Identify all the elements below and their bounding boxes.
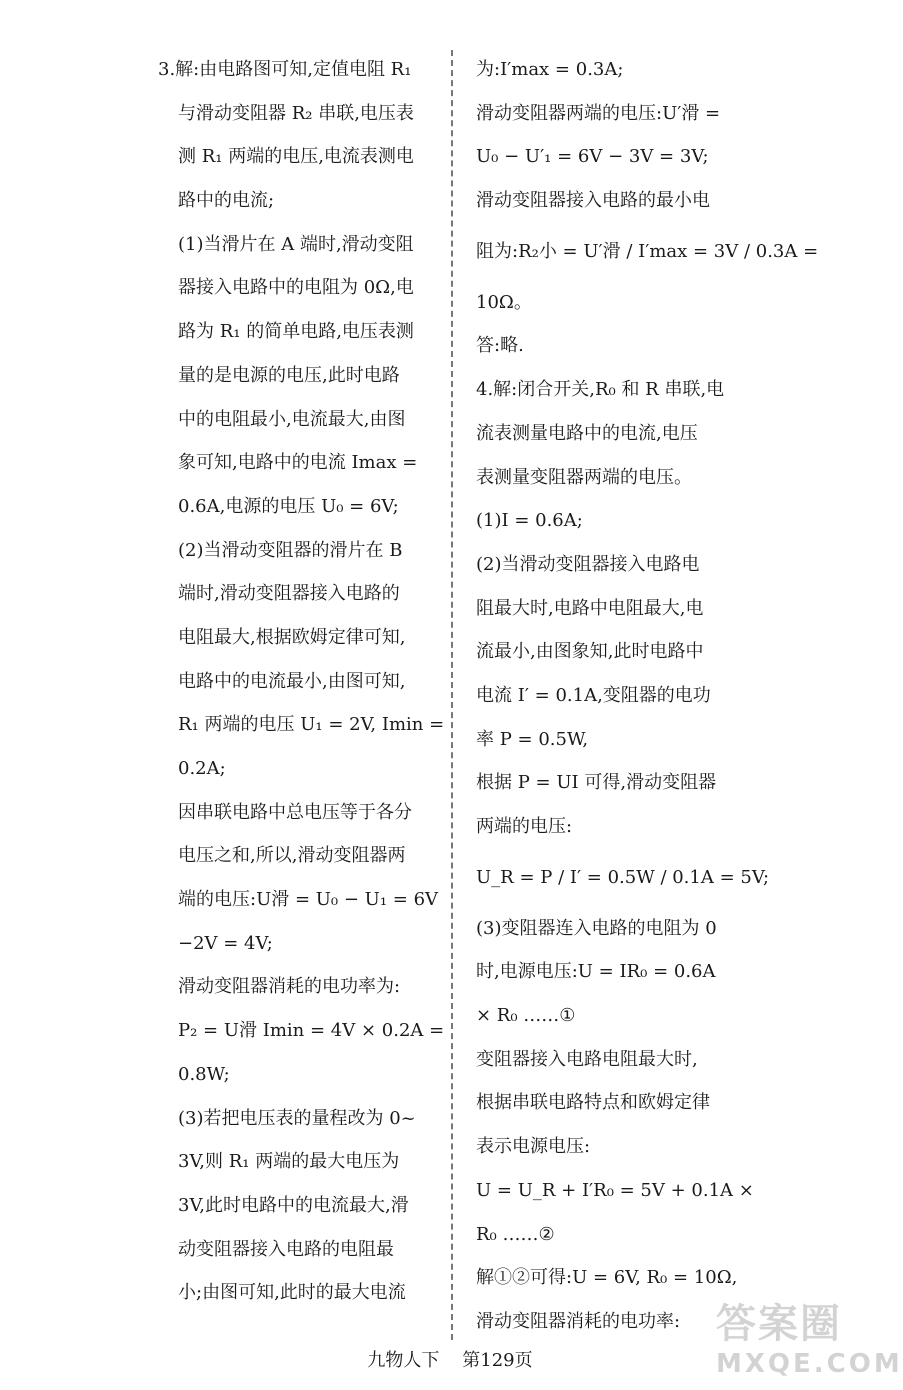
text-line: 3V,则 R₁ 两端的最大电压为 [178,1151,400,1173]
text-line: 路中的电流; [178,190,275,212]
text-line: (3)变阻器连入电路的电阻为 0 [476,917,717,939]
text-line: 0.2A; [178,758,226,779]
text-line: 象可知,电路中的电流 Imax = [178,452,418,474]
text-line: 解①②可得:U = 6V, R₀ = 10Ω, [476,1267,738,1289]
text-line: 根据 P = UI 可得,滑动变阻器 [476,772,717,794]
text-line: 电流 I′ = 0.1A,变阻器的电功 [476,684,711,706]
text-line: 小;由图可知,此时的最大电流 [178,1282,406,1304]
text-line: 器接入电路中的电阻为 0Ω,电 [178,277,414,299]
text-line: (1)当滑片在 A 端时,滑动变阻 [178,233,414,255]
column-divider [451,50,453,1340]
text-line: 变阻器接入电路电阻最大时, [476,1048,698,1070]
text-line: 4.解:闭合开关,R₀ 和 R 串联,电 [476,379,725,401]
page-number: 第129页 [462,1350,533,1371]
text-line: −2V = 4V; [178,932,273,954]
text-line: 中的电阻最小,电流最大,由图 [178,408,406,430]
text-line: 电压之和,所以,滑动变阻器两 [178,845,406,867]
text-line: 3V,此时电路中的电流最大,滑 [178,1194,409,1216]
text-line: R₀ ……② [476,1223,555,1245]
text-line: 答:略. [476,335,524,357]
text-line: 两端的电压: [476,816,573,837]
text-line: 路为 R₁ 的简单电路,电压表测 [178,321,414,343]
text-line: 滑动变阻器消耗的电功率: [476,1310,681,1332]
text-line: 测 R₁ 两端的电压,电流表测电 [178,146,414,168]
text-line: 0.8W; [178,1063,230,1085]
text-line: 表示电源电压: [476,1136,591,1158]
text-line: 10Ω。 [476,291,532,313]
formula-line: 阻为:R₂小 = U′滑 / I′max = 3V / 0.3A = [476,240,819,262]
text-line: 3.解:由电路图可知,定值电阻 R₁ [158,59,412,80]
text-line: 率 P = 0.5W, [476,728,589,750]
text-line: 滑动变阻器接入电路的最小电 [476,190,710,212]
text-line: (2)当滑动变阻器接入电路电 [476,553,700,575]
text-line: (1)I = 0.6A; [476,510,583,532]
text-line: (3)若把电压表的量程改为 0~ [178,1107,416,1129]
text-line: P₂ = U滑 Imin = 4V × 0.2A = [178,1020,445,1042]
text-line: R₁ 两端的电压 U₁ = 2V, Imin = [178,714,445,736]
text-line: 端的电压:U滑 = U₀ − U₁ = 6V [178,889,439,911]
text-line: 0.6A,电源的电压 U₀ = 6V; [178,495,399,517]
text-line: 因串联电路中总电压等于各分 [178,801,412,823]
text-line: 动变阻器接入电路的电阻最 [178,1238,394,1260]
text-line: 为:I′max = 0.3A; [476,59,624,80]
watermark-title: 答案圈 [716,1301,842,1347]
text-line: 端时,滑动变阻器接入电路的 [178,583,400,605]
text-line: (2)当滑动变阻器的滑片在 B [178,539,403,561]
text-line: 电阻最大,根据欧姆定律可知, [178,626,406,648]
text-line: 流最小,由图象知,此时电路中 [476,641,704,663]
text-line: 滑动变阻器两端的电压:U′滑 = [476,102,721,124]
text-line: 流表测量电路中的电流,电压 [476,422,698,444]
text-line: 根据串联电路特点和欧姆定律 [476,1092,710,1114]
text-line: 滑动变阻器消耗的电功率为: [178,976,401,998]
text-line: U = U_R + I′R₀ = 5V + 0.1A × [476,1179,754,1201]
watermark-url: MXQE.COM [716,1349,903,1379]
text-line: 阻最大时,电路中电阻最大,电 [476,597,704,619]
text-line: U₀ − U′₁ = 6V − 3V = 3V; [476,146,709,168]
book-label: 九物人下 [367,1350,440,1371]
watermark [716,1292,903,1382]
text-line: × R₀ ……① [476,1005,576,1027]
left-column [158,48,445,1315]
text-line: 时,电源电压:U = IR₀ = 0.6A [476,961,716,983]
text-line: 与滑动变阻器 R₂ 串联,电压表 [178,102,414,124]
text-line: 电路中的电流最小,由图可知, [178,670,406,692]
formula-line: U_R = P / I′ = 0.5W / 0.1A = 5V; [476,866,770,888]
text-line: 表测量变阻器两端的电压。 [476,466,692,488]
text-line: 量的是电源的电压,此时电路 [178,364,400,386]
